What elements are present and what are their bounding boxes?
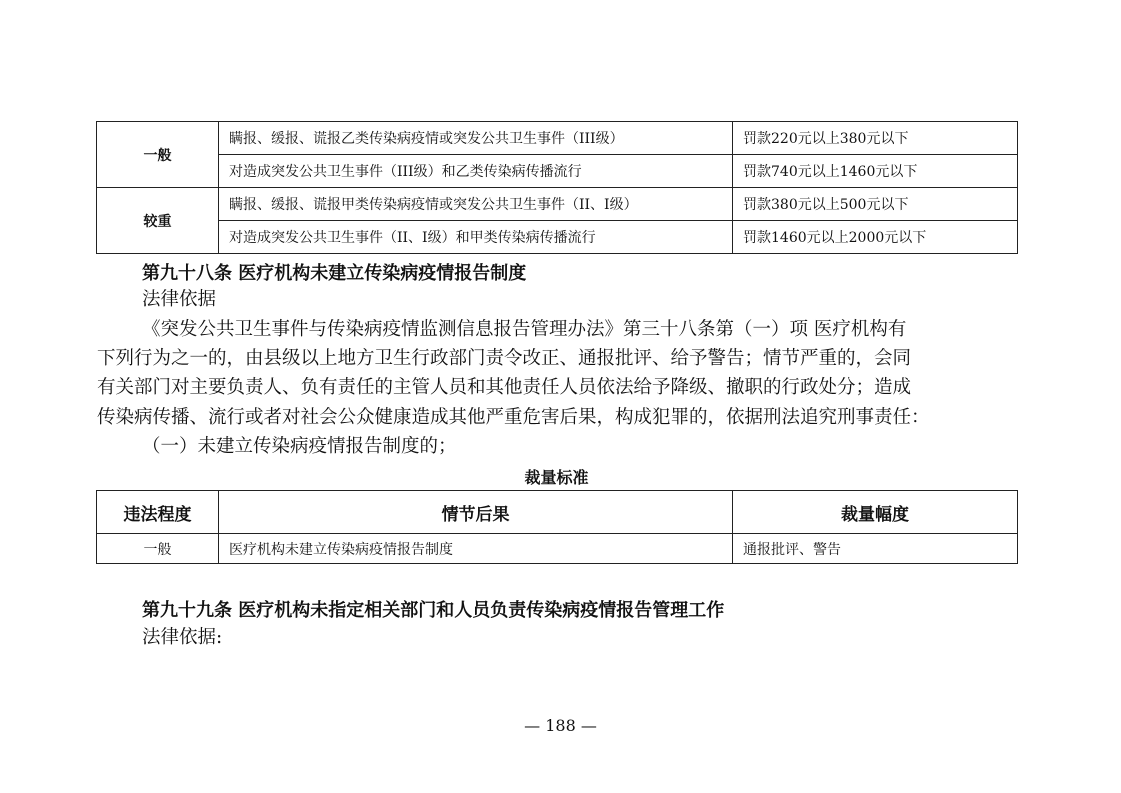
article-98-title: 第九十八条 医疗机构未建立传染病疫情报告制度	[142, 263, 527, 284]
column-header: 违法程度	[97, 491, 219, 534]
legal-text-line: 下列行为之一的，由县级以上地方卫生行政部门责令改正、通报批评、给予警告；情节严重的，会同	[97, 348, 912, 369]
penalty-cell: 通报批评、警告	[733, 534, 1018, 564]
table-row	[97, 155, 1018, 188]
legal-basis-label: 法律依据	[142, 289, 217, 310]
legal-text-line: 传染病传播、流行或者对社会公众健康造成其他严重危害后果，构成犯罪的，依据刑法追究刑事责任：	[97, 407, 930, 428]
penalty-cell: 罚款380元以上500元以下	[733, 188, 1018, 221]
circumstance-cell: 瞒报、缓报、谎报乙类传染病疫情或突发公共卫生事件（III级）	[219, 122, 733, 155]
legal-text-line: 《突发公共卫生事件与传染病疫情监测信息报告管理办法》第三十八条第（一）项 医疗机构有	[142, 319, 907, 340]
legal-text-line: （一）未建立传染病疫情报告制度的；	[142, 436, 457, 457]
table-row	[97, 534, 1018, 564]
legal-basis-label: 法律依据:	[142, 627, 223, 648]
penalty-table-2	[96, 490, 1018, 564]
severity-level: 一般	[97, 534, 219, 564]
penalty-cell: 罚款220元以上380元以下	[733, 122, 1018, 155]
table-header-row	[97, 491, 1018, 534]
table-row	[97, 122, 1018, 155]
penalty-cell: 罚款740元以上1460元以下	[733, 155, 1018, 188]
legal-text-line: 有关部门对主要负责人、负有责任的主管人员和其他责任人员依法给予降级、撤职的行政处分；造成	[97, 377, 912, 398]
table-row	[97, 188, 1018, 221]
severity-level: 一般	[97, 122, 219, 188]
penalty-table-1	[96, 121, 1018, 254]
circumstance-cell: 对造成突发公共卫生事件（II、I级）和甲类传染病传播流行	[219, 221, 733, 254]
column-header: 裁量幅度	[733, 491, 1018, 534]
article-99-title: 第九十九条 医疗机构未指定相关部门和人员负责传染病疫情报告管理工作	[142, 600, 725, 621]
penalty-cell: 罚款1460元以上2000元以下	[733, 221, 1018, 254]
table-row	[97, 221, 1018, 254]
circumstance-cell: 对造成突发公共卫生事件（III级）和乙类传染病传播流行	[219, 155, 733, 188]
circumstance-cell: 瞒报、缓报、谎报甲类传染病疫情或突发公共卫生事件（II、I级）	[219, 188, 733, 221]
table-caption: 裁量标准	[524, 468, 589, 487]
circumstance-cell: 医疗机构未建立传染病疫情报告制度	[219, 534, 733, 564]
severity-level: 较重	[97, 188, 219, 254]
page-number: — 188 —	[524, 716, 597, 735]
column-header: 情节后果	[219, 491, 733, 534]
